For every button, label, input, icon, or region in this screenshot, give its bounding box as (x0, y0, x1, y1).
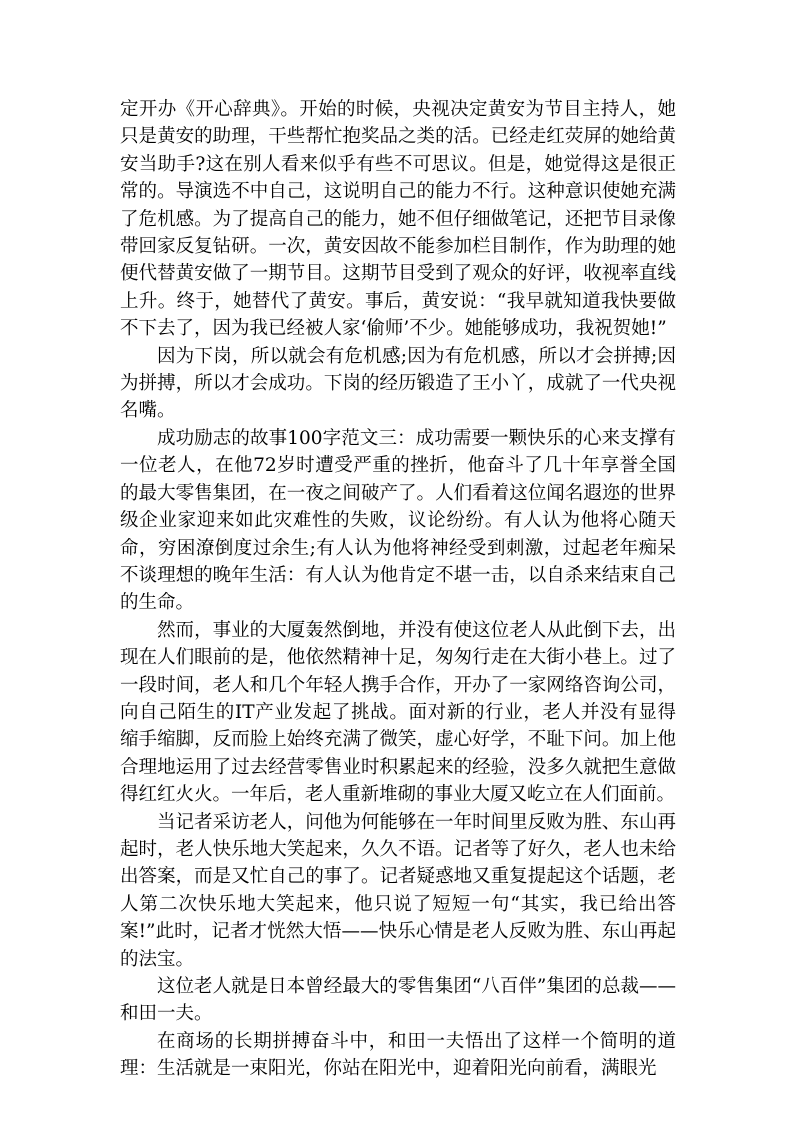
paragraph-interview: 当记者采访老人，问他为何能够在一年时间里反败为胜、东山再起时，老人快乐地大笑起来，久久不语。记者等了好久，老人也未给出答案，而是又忙自己的事了。记者疑惑地又重复提起这个话题，老人第二次快乐地大笑起来，他只说了短短一句“其实，我已给出答案!”此时，记者才恍然大悟——快乐心情是老人反败为胜、东山再起的法宝。 (120, 811, 676, 970)
paragraph-comeback: 然而，事业的大厦轰然倒地，并没有使这位老人从此倒下去，出现在人们眼前的是，他依然精神十足，匆匆行走在大街小巷上。过了一段时间，老人和几个年轻人携手合作，开办了一家网络咨询公司，向自己陌生的IT产业发起了挑战。面对新的行业，老人并没有显得缩手缩脚，反而脸上始终充满了微笑，虚心好学，不耻下问。加上他合理地运用了过去经营零售业时积累起来的经验，没多久就把生意做得红红火火。一年后，老人重新堆砌的事业大厦又屹立在人们面前。 (120, 619, 676, 806)
document-body (120, 96, 676, 1083)
paragraph-identity: 这位老人就是日本曾经最大的零售集团“八百伴”集团的总裁——和田一夫。 (120, 976, 676, 1025)
paragraph-summary: 因为下岗，所以就会有危机感;因为有危机感，所以才会拼搏;因为拼搏，所以才会成功。下岗的经历锻造了王小丫，成就了一代央视名嘴。 (120, 345, 676, 422)
paragraph-story-three-intro: 成功励志的故事100字范文三：成功需要一颗快乐的心来支撑有一位老人，在他72岁时遭受严重的挫折，他奋斗了几十年享誉全国的最大零售集团，在一夜之间破产了。人们看着这位闻名遐迩的世界级企业家迎来如此灾难性的失败，议论纷纷。有人认为他将心随天命，穷困潦倒度过余生;有人认为他将神经受到刺激，过起老年痴呆不谈理想的晚年生活：有人认为他肯定不堪一击，以自杀来结束自己的生命。 (120, 427, 676, 614)
paragraph-continued-story: 定开办《开心辞典》。开始的时候，央视决定黄安为节目主持人，她只是黄安的助理，干些帮忙抱奖品之类的活。已经走红荧屏的她给黄安当助手?这在别人看来似乎有些不可思议。但是，她觉得这是很正常的。导演选不中自己，这说明自己的能力不行。这种意识使她充满了危机感。为了提高自己的能力，她不但仔细做笔记，还把节目录像带回家反复钻研。一次，黄安因故不能参加栏目制作，作为助理的她便代替黄安做了一期节目。这期节目受到了观众的好评，收视率直线上升。终于，她替代了黄安。事后，黄安说：“我早就知道我快要做不下去了，因为我已经被人家‘偷师’不少。她能够成功，我祝贺她!” (120, 99, 676, 340)
paragraph-lesson: 在商场的长期拼搏奋斗中，和田一夫悟出了这样一个简明的道理：生活就是一束阳光，你站在阳光中，迎着阳光向前看，满眼光 (120, 1030, 676, 1080)
